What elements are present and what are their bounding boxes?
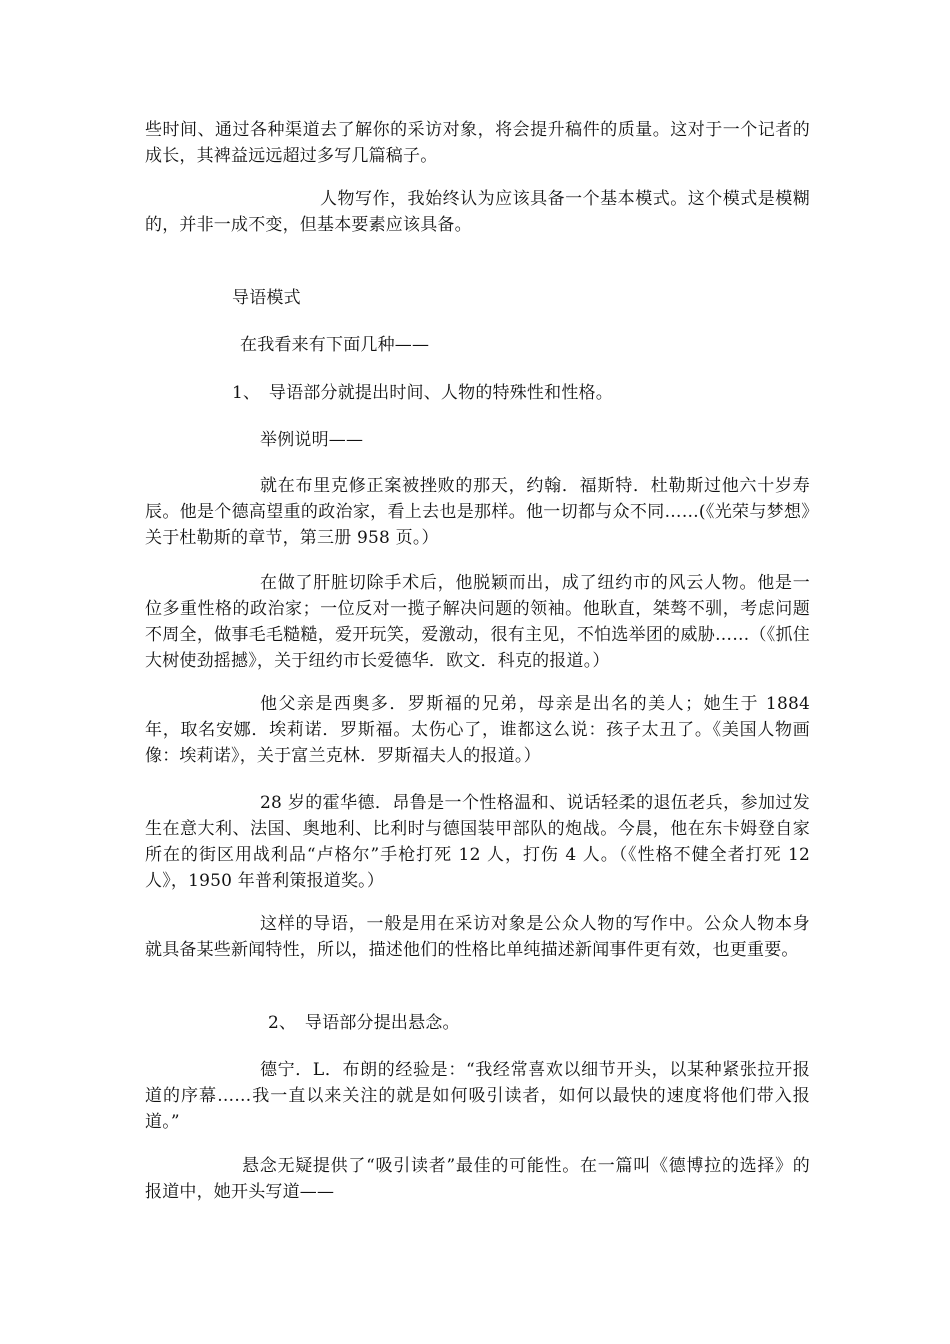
body-paragraph: 这样的导语，一般是用在采访对象是公众人物的写作中。公众人物本身就具备某些新闻特性，所以，描述他们的性格比单纯描述新闻事件更有效，也更重要。 [145,914,810,960]
example-paragraph: 就在布里克修正案被挫败的那天，约翰．福斯特．杜勒斯过他六十岁寿辰。他是个德高望重的政治家，看上去也是那样。他一切都与众不同……(《光荣与梦想》关于杜勒斯的章节，第三册 958 页。） [145,476,810,548]
section-heading: 导语模式 [232,288,301,308]
body-paragraph: 人物写作，我始终认为应该具备一个基本模式。这个模式是模糊的，并非一成不变，但基本要素应该具备。 [145,189,810,235]
example-paragraph: 在做了肝脏切除手术后，他脱颖而出，成了纽约市的风云人物。他是一位多重性格的政治家；一位反对一揽子解决问题的领袖。他耿直，桀骜不驯，考虑问题不周全，做事毛毛糙糙，爱开玩笑，爱激动，很有主见，不怕选举团的威胁……（《抓住大树使劲摇撼》，关于纽约市长爱德华．欧文．科克的报道。） [145,573,810,671]
quote-paragraph: 德宁．L．布朗的经验是：“我经常喜欢以细节开头，以某种紧张拉开报道的序幕……我一直以来关注的就是如何吸引读者，如何以最快的速度将他们带入报道。” [145,1060,810,1132]
list-item-heading: 2、 导语部分提出悬念。 [268,1013,460,1033]
list-item-heading: 1、 导语部分就提出时间、人物的特殊性和性格。 [232,383,613,403]
example-label: 举例说明—— [260,430,364,450]
body-paragraph: 悬念无疑提供了“吸引读者”最佳的可能性。在一篇叫《德博拉的选择》的报道中，她开头写道—— [145,1156,810,1202]
intro-line: 在我看来有下面几种—— [240,335,430,355]
body-paragraph: 些时间、通过各种渠道去了解你的采访对象，将会提升稿件的质量。这对于一个记者的成长，其裨益远远超过多写几篇稿子。 [145,120,810,166]
example-paragraph: 28 岁的霍华德．昂鲁是一个性格温和、说话轻柔的退伍老兵，参加过发生在意大利、法国、奥地利、比利时与德国装甲部队的炮战。今晨，他在东卡姆登自家所在的街区用战利品“卢格尔”手枪打死 12 人，打伤 4 人。（《性格不健全者打死 12 人》，1950 年普利策报道奖。） [145,793,810,891]
example-paragraph: 他父亲是西奥多．罗斯福的兄弟，母亲是出名的美人；她生于 1884 年，取名安娜．埃莉诺．罗斯福。太伤心了，谁都这么说：孩子太丑了。《美国人物画像：埃莉诺》，关于富兰克林．罗斯福夫人的报道。） [145,694,810,766]
